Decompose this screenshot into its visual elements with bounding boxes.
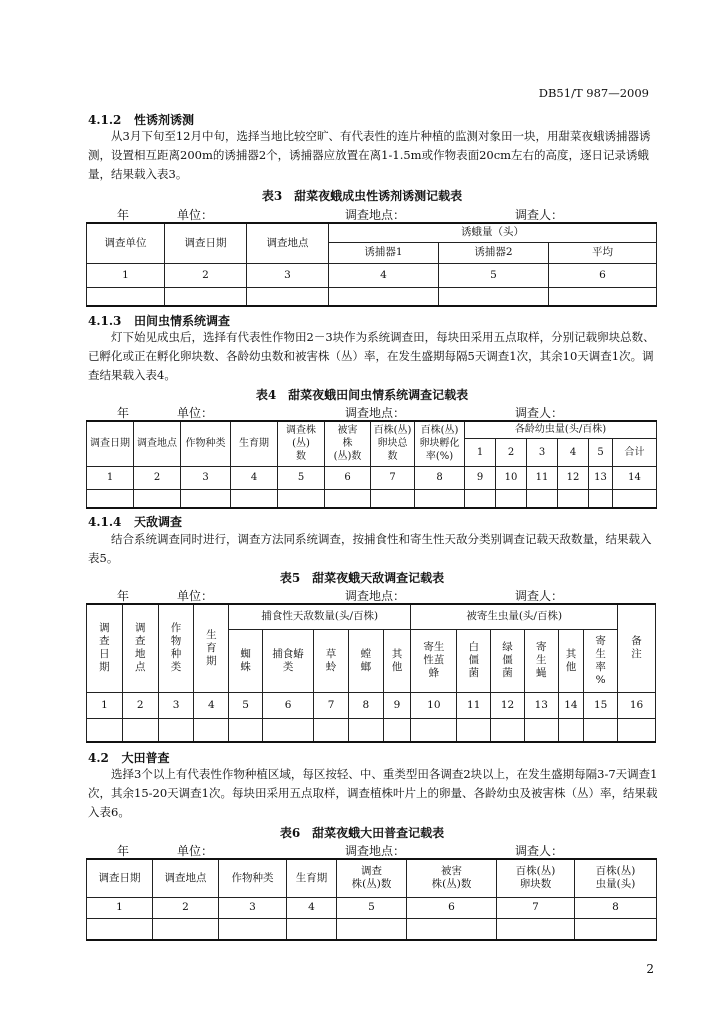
section-4-1-4-paragraph [88, 530, 658, 568]
col-number: 6 [262, 692, 313, 718]
t4-col-hatch-rate: 百株(丛) 卵块孵化 率(%) [415, 421, 465, 466]
table-4-unit-label: 单位： [177, 406, 214, 420]
table-5-place-label: 调查地点： [345, 589, 406, 603]
col-number: 4 [329, 263, 439, 287]
table-3-place-label: 调查地点： [345, 208, 406, 222]
paragraph-line: 逐日记录诱蛾量，结果载入表3。 [88, 148, 650, 181]
t5-col-remarks: 备 注 [618, 604, 656, 692]
table-4-year-label: 年 [117, 406, 130, 420]
t3-col-place: 调查地点 [247, 223, 329, 263]
empty-row [87, 489, 657, 508]
table-4-caption: 表4 甜菜夜蛾田间虫情系统调查记载表 [255, 388, 469, 402]
section-title: 田间虫情系统调查 [133, 314, 230, 328]
table-6-place-label: 调查地点： [345, 844, 406, 858]
table-row [87, 692, 656, 718]
t3-col-group-moth-count: 诱蛾量（头） [329, 223, 657, 242]
col-number: 8 [348, 692, 383, 718]
t5-col-tachinid-fly: 寄 生 蝇 [524, 629, 558, 692]
t4-col-egg-masses: 百株(丛) 卵块总 数 [371, 421, 415, 466]
col-number: 1 [87, 897, 153, 918]
t4-col-instar: 5 [589, 438, 613, 466]
col-number: 12 [558, 466, 589, 489]
t5-col-other-parasites: 其 他 [558, 629, 584, 692]
table-4-place-label: 调查地点： [345, 406, 406, 420]
section-4-1-4-heading [88, 513, 182, 530]
col-number: 1 [87, 263, 165, 287]
t5-col-group-predators: 捕食性天敌数量(头/百株) [229, 604, 411, 629]
col-number: 4 [231, 466, 278, 489]
col-number: 7 [497, 897, 575, 918]
t4-col-instar: 1 [465, 438, 496, 466]
t5-col-parasitism-rate: 寄 生 率 % [584, 629, 618, 692]
t6-col-larvae: 百株(丛) 虫量(头) [575, 859, 657, 897]
t6-col-date: 调查日期 [87, 859, 153, 897]
table-5-year-label: 年 [117, 589, 130, 603]
paragraph-line: （丛）率，结果载入表6。 [88, 786, 658, 819]
table-6 [86, 858, 657, 941]
table-5-caption: 表5 甜菜夜蛾天敌调查记载表 [279, 571, 445, 585]
t3-col-trap1: 诱捕器1 [329, 242, 439, 263]
empty-row [87, 918, 657, 940]
col-number: 4 [194, 692, 229, 718]
t5-col-date: 调 查 日 期 [87, 604, 123, 692]
col-number: 9 [465, 466, 496, 489]
t5-col-place: 调 查 地 点 [122, 604, 158, 692]
t4-col-date: 调查日期 [87, 421, 134, 466]
t4-col-crop: 作物种类 [181, 421, 231, 466]
t3-col-unit: 调查单位 [87, 223, 165, 263]
section-4-1-3-paragraph [88, 328, 658, 385]
table-6-unit-label: 单位： [177, 844, 214, 858]
section-number: 4.2 [88, 751, 109, 765]
col-number: 11 [457, 692, 491, 718]
section-number: 4.1.2 [88, 113, 122, 127]
t5-col-other-predators: 其 他 [383, 629, 411, 692]
table-row [87, 466, 657, 489]
col-number: 10 [411, 692, 457, 718]
col-number: 8 [575, 897, 657, 918]
table-6-year-label: 年 [117, 844, 130, 858]
col-number: 3 [247, 263, 329, 287]
t5-col-parasitic-wasp: 寄生 性茧 蜂 [411, 629, 457, 692]
col-number: 3 [181, 466, 231, 489]
col-number: 8 [415, 466, 465, 489]
t4-col-stage: 生育期 [231, 421, 278, 466]
t3-col-date: 调查日期 [165, 223, 247, 263]
t4-col-place: 调查地点 [134, 421, 181, 466]
paragraph-line: 诱捕器诱测，设置相互距离200m的诱捕器2个，诱捕器应放置在离1-1.5m或作物表面20cm左右的高度， [88, 129, 651, 162]
col-number: 14 [558, 692, 584, 718]
col-number: 5 [229, 692, 263, 718]
section-title: 大田普查 [121, 751, 170, 765]
section-4-1-2-paragraph [88, 127, 658, 184]
col-number: 6 [407, 897, 497, 918]
col-number: 15 [584, 692, 618, 718]
col-number: 2 [153, 897, 219, 918]
empty-row [87, 287, 657, 306]
t5-col-white-muscardine: 白 僵 菌 [457, 629, 491, 692]
t3-col-average: 平均 [549, 242, 657, 263]
col-number: 3 [158, 692, 194, 718]
t4-col-instar: 4 [558, 438, 589, 466]
table-3-year-label: 年 [117, 208, 130, 222]
table-6-caption: 表6 甜菜夜蛾大田普查记载表 [279, 826, 445, 840]
t4-col-group-larvae: 各龄幼虫量(头/百株) [465, 421, 657, 438]
t4-col-plants: 调查株 (丛) 数 [278, 421, 325, 466]
section-4-1-2-heading [88, 111, 194, 128]
section-4-1-3-heading [88, 312, 230, 329]
col-number: 5 [278, 466, 325, 489]
t5-col-green-muscardine: 绿 僵 菌 [491, 629, 525, 692]
table-3-unit-label: 单位： [177, 208, 214, 222]
t5-col-stage: 生 育 期 [194, 604, 229, 692]
t5-col-predatory-bugs: 捕食蝽 类 [262, 629, 313, 692]
standard-number: DB51/T 987—2009 [538, 86, 649, 100]
col-number: 2 [122, 692, 158, 718]
col-number: 13 [524, 692, 558, 718]
col-number: 11 [527, 466, 558, 489]
t6-col-stage: 生育期 [287, 859, 337, 897]
col-number: 12 [491, 692, 525, 718]
section-title: 天敌调查 [133, 515, 182, 529]
t6-col-crop: 作物种类 [219, 859, 287, 897]
table-row [87, 263, 657, 287]
section-number: 4.1.4 [88, 515, 122, 529]
t3-col-trap2: 诱捕器2 [439, 242, 549, 263]
paragraph-line: 结果载入表5。 [88, 532, 652, 565]
t5-col-group-parasitized: 被寄生虫量(头/百株) [411, 604, 618, 629]
col-number: 5 [439, 263, 549, 287]
t5-col-lacewing: 草 蛉 [314, 629, 349, 692]
col-number: 1 [87, 466, 134, 489]
t5-col-mantis: 螳 螂 [348, 629, 383, 692]
t5-col-crop: 作 物 种 类 [158, 604, 194, 692]
table-4 [86, 420, 657, 509]
t4-col-damaged: 被害 株 (丛)数 [325, 421, 371, 466]
col-number: 7 [371, 466, 415, 489]
col-number: 10 [496, 466, 527, 489]
t4-col-instar: 2 [496, 438, 527, 466]
section-title: 性诱剂诱测 [133, 113, 194, 127]
table-3-person-label: 调查人： [515, 208, 564, 222]
paragraph-line: 10天调查1次。调查结果载入表4。 [88, 349, 654, 382]
col-number: 2 [134, 466, 181, 489]
col-number: 16 [618, 692, 656, 718]
section-4-2-heading [88, 749, 169, 766]
t6-col-plants: 调查 株(丛)数 [337, 859, 407, 897]
paragraph-line: 天调查1次，其余15-20天调查1次。每块田采用五点取样，调查植株叶片上的卵量、各龄幼虫及被害株 [88, 767, 658, 800]
paragraph-line: 灯下始见成虫后，选择有代表性作物田2－3块作为系统调查田，每块田采用五点取样，分别记载卵 [111, 330, 609, 344]
paragraph-line: 结合系统调查同时进行，调查方法同系统调查，按捕食性和寄生性天敌分类别调查记载天敌数量， [111, 532, 606, 546]
table-5 [86, 603, 656, 743]
section-4-2-paragraph [88, 765, 658, 822]
col-number: 6 [549, 263, 657, 287]
table-6-person-label: 调查人： [515, 844, 564, 858]
t6-col-damaged: 被害 株(丛)数 [407, 859, 497, 897]
paragraph-line: 选择3个以上有代表性作物种植区域，每区按轻、中、重类型田各调查2块以上，在发生盛期每隔3-7 [111, 767, 616, 781]
col-number: 2 [165, 263, 247, 287]
table-4-person-label: 调查人： [515, 406, 564, 420]
col-number: 4 [287, 897, 337, 918]
col-number: 14 [613, 466, 657, 489]
t5-col-spider: 蜘 蛛 [229, 629, 263, 692]
col-number: 7 [314, 692, 349, 718]
table-5-unit-label: 单位： [177, 589, 214, 603]
t6-col-place: 调查地点 [153, 859, 219, 897]
col-number: 9 [383, 692, 411, 718]
table-3 [86, 222, 657, 307]
t4-col-total: 合计 [613, 438, 657, 466]
table-row [87, 897, 657, 918]
paragraph-line: 从3月下旬至12月中旬，选择当地比较空旷、有代表性的连片种植的监测对象田一块，用甜菜夜蛾 [111, 129, 605, 143]
t6-col-egg-masses: 百株(丛) 卵块数 [497, 859, 575, 897]
table-5-person-label: 调查人： [515, 589, 564, 603]
empty-row [87, 718, 656, 742]
t4-col-instar: 3 [527, 438, 558, 466]
table-3-caption: 表3 甜菜夜蛾成虫性诱剂诱测记载表 [261, 189, 463, 203]
col-number: 3 [219, 897, 287, 918]
section-number: 4.1.3 [88, 314, 122, 328]
col-number: 13 [589, 466, 613, 489]
col-number: 6 [325, 466, 371, 489]
page-number: 2 [646, 962, 654, 976]
col-number: 1 [87, 692, 123, 718]
paragraph-line: 块总数、已孵化或正在孵化卵块数、各龄幼虫数和被害株（丛）率，在发生盛期每隔5天调查1次，其余 [88, 330, 655, 363]
col-number: 5 [337, 897, 407, 918]
